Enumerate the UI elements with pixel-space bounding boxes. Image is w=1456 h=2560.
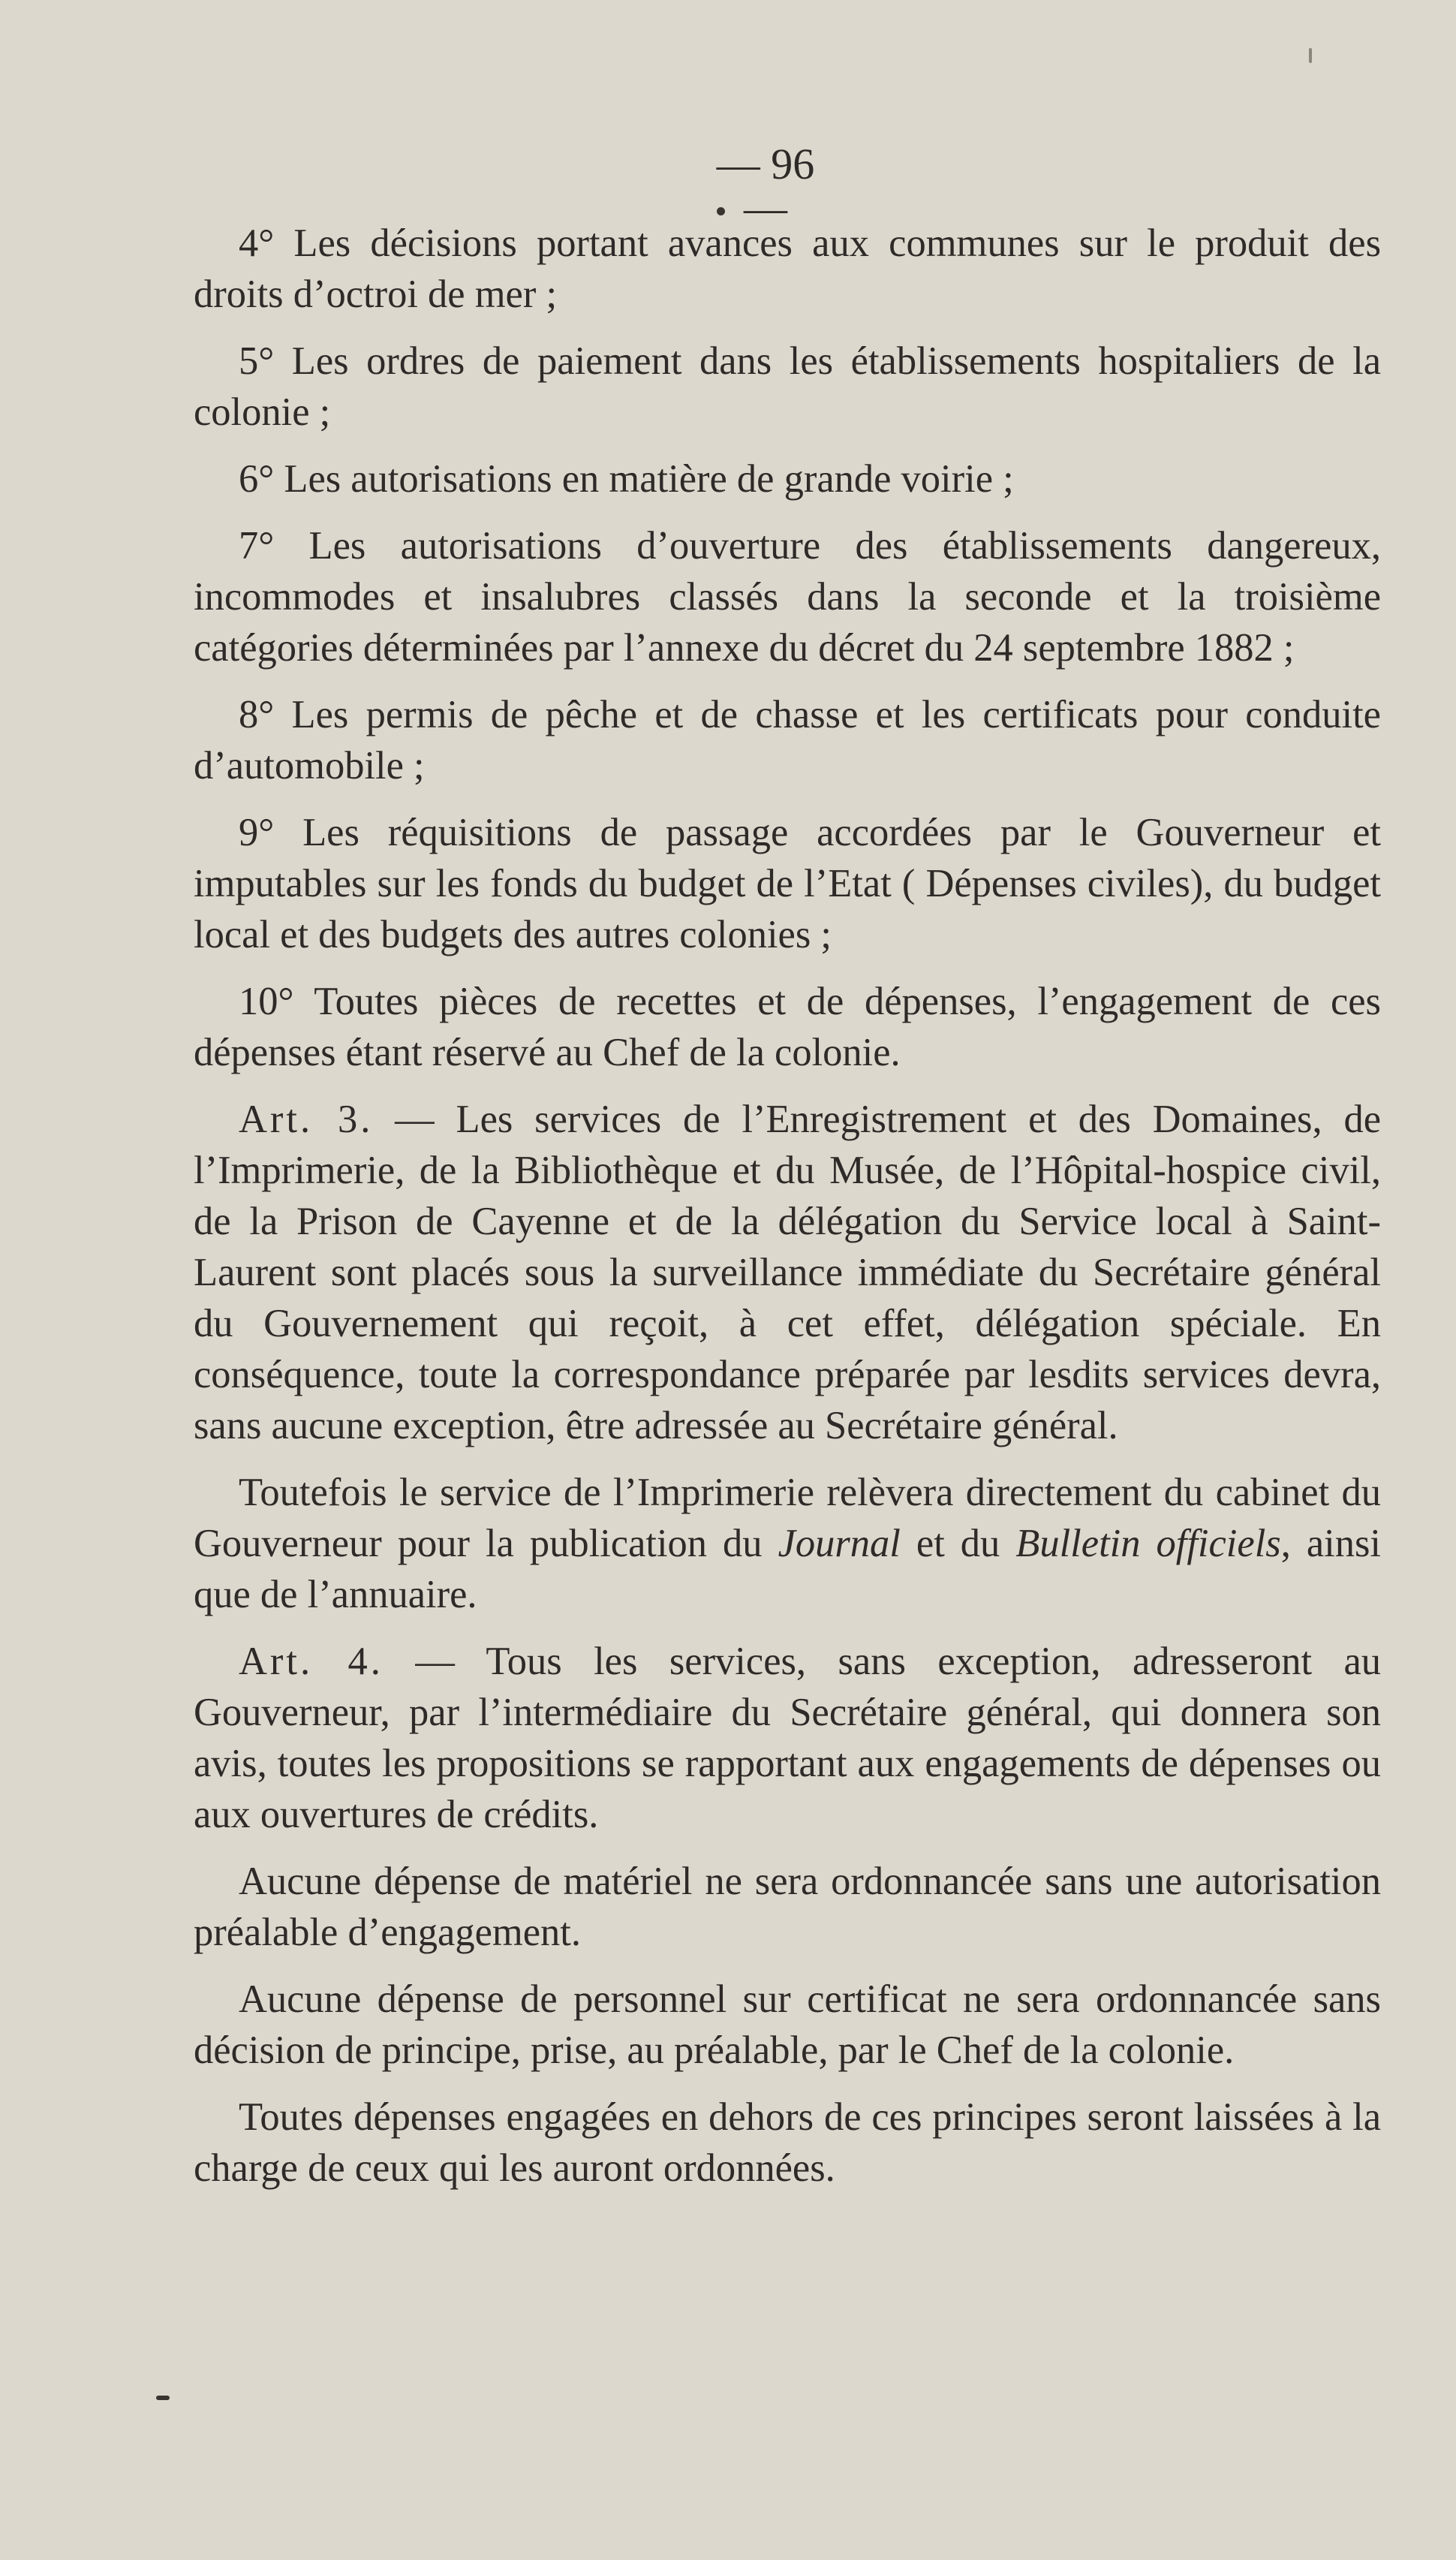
toutefois-text-middle: et du <box>900 1522 1016 1565</box>
ink-speck <box>1309 48 1312 63</box>
bulletin-title: Bulletin officiels <box>1015 1522 1281 1565</box>
ink-speck <box>717 207 725 215</box>
closing-paragraph-materiel: Aucune dépense de matériel ne sera ordonnancée sans une autorisation préalable d’engagement. <box>194 1860 1381 1954</box>
paragraph-item-10: 10° Toutes pièces de recettes et de dépenses, l’engagement de ces dépenses étant réservé au Chef de la colonie. <box>194 980 1381 1074</box>
toutefois-text-before: Toutefois le service de l’Imprimerie relèvera directement du cabinet du Gouverneur pour la publication du <box>194 1471 1381 1565</box>
toutefois-paragraph <box>194 1467 1381 1620</box>
paragraph-item-9: 9° Les réquisitions de passage accordées par le Gouverneur et imputables sur les fonds du budget de l’Etat ( Dépenses civiles), du budget local et des budgets des autres colonies ; <box>194 811 1381 956</box>
paragraph-item-4: 4° Les décisions portant avances aux communes sur le produit des droits d’octroi de mer ; <box>194 221 1381 316</box>
article-4-label: Art. 4. <box>239 1640 384 1683</box>
article-4-paragraph <box>194 1636 1381 1840</box>
article-3-label: Art. 3. <box>239 1098 374 1141</box>
page-number: — 96 — <box>716 140 815 232</box>
article-3-text: — Les services de l’Enregistrement et des Domaines, de l’Imprimerie, de la Bibliothèque et du Musée, de l’Hôpital-hospice civil, de la Prison de Cayenne et de la délégation du Service local à Saint-Laurent sont placés sous la surveillance immédiate du Secrétaire général du Gouvernement qui reçoit, à cet effet, délégation spéciale. En conséquence, toute la correspondance préparée par lesdits services devra, sans aucune exception, être adressée au Secrétaire général. <box>194 1098 1381 1447</box>
paragraph-item-5: 5° Les ordres de paiement dans les établissements hospitaliers de la colonie ; <box>194 339 1381 434</box>
paragraph-item-8: 8° Les permis de pêche et de chasse et les certificats pour conduite d’automobile ; <box>194 693 1381 788</box>
article-4-text: — Tous les services, sans exception, adresseront au Gouverneur, par l’intermédiaire du Secrétaire général, qui donnera son avis, toutes les propositions se rapportant aux engagements de dépenses ou aux ouvertures de crédits. <box>194 1640 1382 1836</box>
ink-speck <box>156 2396 170 2400</box>
paragraph-item-7: 7° Les autorisations d’ouverture des établissements dangereux, incommodes et insalubres classés dans la seconde et la troisième catégories déterminées par l’annexe du décret du 24 septembre 1882 ; <box>194 524 1381 670</box>
closing-paragraph-personnel: Aucune dépense de personnel sur certificat ne sera ordonnancée sans décision de principe, prise, au préalable, par le Chef de la colonie. <box>194 1977 1381 2072</box>
journal-title: Journal <box>778 1522 901 1565</box>
page-body <box>194 218 1381 2209</box>
article-3-paragraph <box>194 1094 1381 1451</box>
toutefois-text-after: , ainsi que de l’annuaire. <box>194 1522 1381 1616</box>
closing-paragraph-depenses: Toutes dépenses engagées en dehors de ces principes seront laissées à la charge de ceux qui les auront ordonnées. <box>194 2095 1381 2190</box>
paragraph-item-6: 6° Les autorisations en matière de grande voirie ; <box>239 457 1014 501</box>
